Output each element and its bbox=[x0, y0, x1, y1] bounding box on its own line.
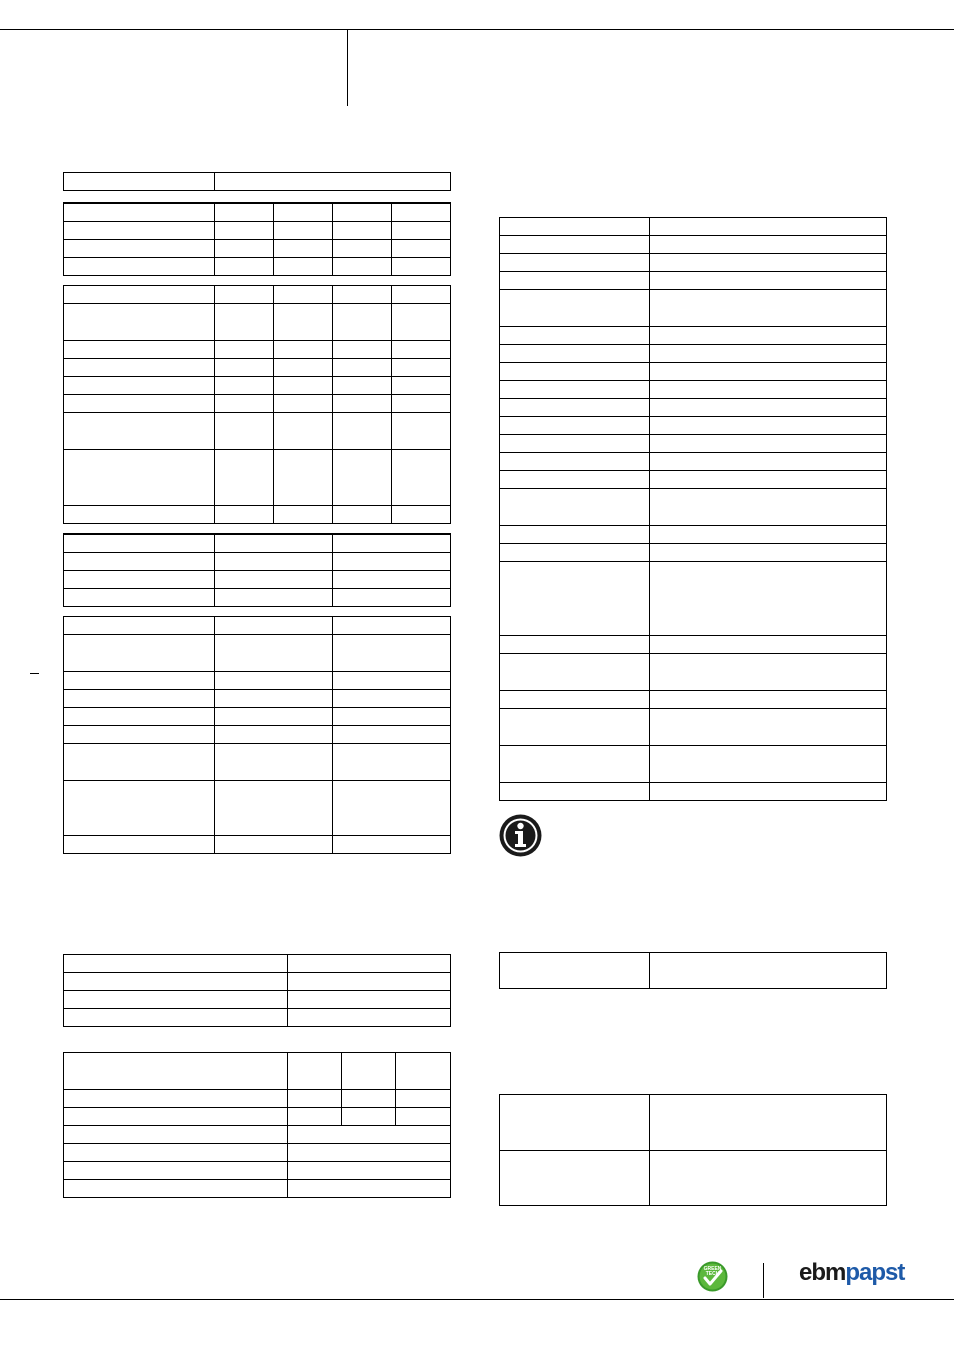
table-row bbox=[500, 709, 887, 746]
table-row bbox=[64, 973, 451, 991]
table-row bbox=[64, 955, 451, 973]
table-row bbox=[500, 654, 887, 691]
table-row bbox=[64, 377, 451, 395]
table-row bbox=[500, 1095, 887, 1151]
table-row bbox=[500, 272, 887, 290]
table-row bbox=[64, 286, 451, 304]
table-right-1 bbox=[499, 217, 887, 801]
table-row bbox=[64, 617, 451, 635]
table-row bbox=[64, 413, 451, 450]
header-rule bbox=[0, 29, 954, 30]
table-row bbox=[500, 435, 887, 453]
table-row bbox=[64, 1108, 451, 1126]
table-row bbox=[64, 672, 451, 690]
header-divider bbox=[347, 29, 348, 106]
info-icon bbox=[499, 814, 542, 857]
table-left-7 bbox=[63, 1052, 451, 1198]
table-row bbox=[64, 173, 451, 191]
table-row bbox=[500, 471, 887, 489]
table-row bbox=[500, 691, 887, 709]
table-right-3 bbox=[499, 1094, 887, 1206]
table-row bbox=[64, 1009, 451, 1027]
table-left-1 bbox=[63, 172, 451, 191]
table-row bbox=[64, 1162, 451, 1180]
table-row bbox=[64, 450, 451, 506]
table-left-4 bbox=[63, 533, 451, 607]
table-row bbox=[500, 290, 887, 327]
table-row bbox=[500, 562, 887, 636]
svg-text:TECH: TECH bbox=[705, 1271, 720, 1277]
table-row bbox=[64, 1053, 451, 1090]
table-left-2 bbox=[63, 202, 451, 276]
table-row bbox=[64, 258, 451, 276]
table-row bbox=[64, 781, 451, 836]
table-row bbox=[500, 417, 887, 435]
ebmpapst-logo bbox=[799, 1259, 904, 1287]
table-row bbox=[64, 726, 451, 744]
table-row bbox=[64, 534, 451, 553]
table-row bbox=[64, 1126, 451, 1144]
table-row bbox=[64, 240, 451, 258]
table-row bbox=[64, 395, 451, 413]
table-row bbox=[64, 635, 451, 672]
table-row bbox=[500, 254, 887, 272]
table-row bbox=[64, 690, 451, 708]
table-row bbox=[64, 991, 451, 1009]
logo-part-papst: papst bbox=[845, 1259, 905, 1286]
table-row bbox=[64, 589, 451, 607]
table-row bbox=[500, 381, 887, 399]
table-row bbox=[500, 327, 887, 345]
table-row bbox=[500, 636, 887, 654]
table-left-5 bbox=[63, 616, 451, 854]
table-row bbox=[64, 571, 451, 589]
margin-mark bbox=[30, 673, 39, 674]
table-row bbox=[500, 783, 887, 801]
table-row bbox=[500, 236, 887, 254]
table-row bbox=[64, 222, 451, 240]
table-row bbox=[500, 218, 887, 236]
table-row bbox=[64, 304, 451, 341]
table-row bbox=[500, 489, 887, 526]
footer-rule bbox=[0, 1299, 954, 1300]
table-row bbox=[500, 1151, 887, 1206]
table-row bbox=[500, 544, 887, 562]
table-row bbox=[500, 953, 887, 989]
table-row bbox=[64, 341, 451, 359]
table-row bbox=[64, 1180, 451, 1198]
logo-divider bbox=[763, 1263, 764, 1298]
table-row bbox=[64, 553, 451, 571]
svg-text:GREEN: GREEN bbox=[703, 1266, 722, 1272]
table-left-6 bbox=[63, 954, 451, 1027]
table-row bbox=[64, 359, 451, 377]
table-row bbox=[64, 744, 451, 781]
table-row bbox=[500, 526, 887, 544]
table-left-3 bbox=[63, 285, 451, 524]
table-row bbox=[64, 506, 451, 524]
table-row bbox=[500, 399, 887, 417]
table-row bbox=[500, 363, 887, 381]
table-row bbox=[500, 746, 887, 783]
table-row bbox=[500, 453, 887, 471]
table-row bbox=[64, 836, 451, 854]
table-right-2 bbox=[499, 952, 887, 989]
table-row bbox=[64, 708, 451, 726]
table-row bbox=[64, 1090, 451, 1108]
table-row bbox=[64, 1144, 451, 1162]
table-row bbox=[64, 203, 451, 222]
table-row bbox=[500, 345, 887, 363]
green-tech-logo bbox=[697, 1261, 728, 1292]
logo-part-ebm: ebm bbox=[799, 1259, 846, 1286]
